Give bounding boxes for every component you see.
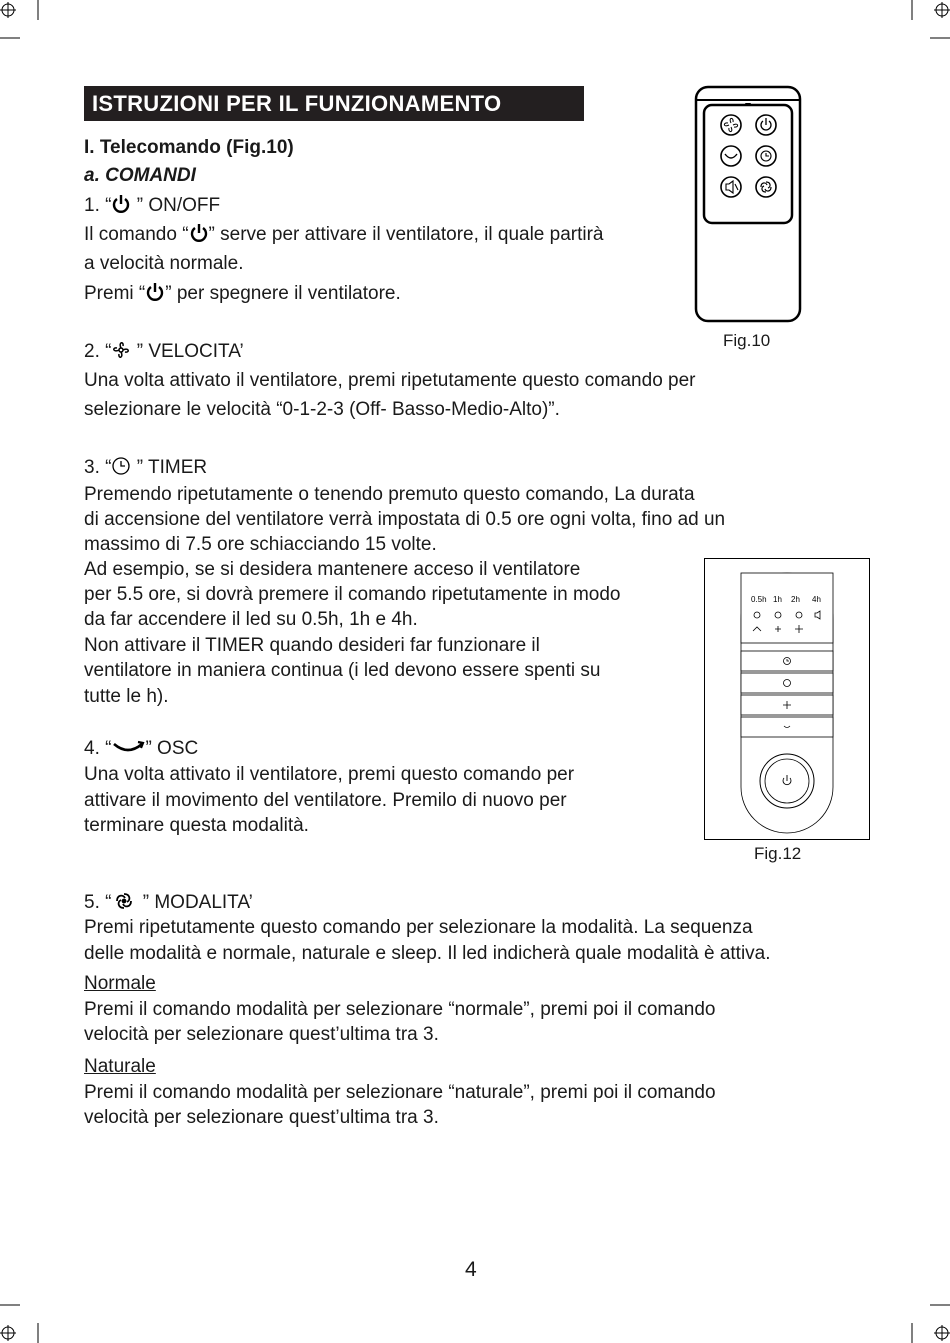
item-osc-line: attivare il movimento del ventilatore. Premilo di nuovo per	[84, 790, 567, 811]
item-speed-line1: Una volta attivato il ventilatore, premi ripetutamente questo comando per	[84, 370, 696, 391]
naturale-heading: Naturale	[84, 1056, 156, 1077]
item-speed-line2: selezionare le velocità “0-1-2-3 (Off- Basso-Medio-Alto)”.	[84, 399, 560, 420]
page-number: 4	[465, 1258, 477, 1281]
normale-heading: Normale	[84, 973, 156, 994]
normale-line2: velocità per selezionare quest’ultima tra 3.	[84, 1024, 439, 1045]
item-onoff-heading: 1. “ ” ON/OFF	[84, 195, 221, 216]
item-timer-line: ventilatore in maniera continua (i led devono essere spenti su	[84, 660, 601, 681]
panel-label-4h: 4h	[812, 595, 821, 604]
control-panel-figure	[704, 558, 870, 840]
item-timer-heading: 3. “ ” TIMER	[84, 457, 208, 478]
item-mode-line1: Premi ripetutamente questo comando per selezionare la modalità. La sequenza	[84, 917, 753, 938]
item-osc-heading: 4. “ ” OSC	[84, 738, 199, 759]
item-osc-line: terminare questa modalità.	[84, 815, 309, 836]
item-timer-line: da far accendere il led su 0.5h, 1h e 4h.	[84, 609, 418, 630]
item-speed-heading: 2. “ ” VELOCITA’	[84, 341, 244, 362]
fig10-caption: Fig.10	[723, 331, 771, 350]
item-mode-heading: 5. “ ” MODALITA’	[84, 892, 253, 913]
section-header: ISTRUZIONI PER IL FUNZIONAMENTO	[84, 86, 584, 121]
panel-label-05h: 0.5h	[751, 595, 767, 604]
item-timer-line: di accensione del ventilatore verrà impostata di 0.5 ore ogni volta, fino ad un	[84, 509, 726, 530]
section-subtitle: a. COMANDI	[84, 165, 196, 186]
panel-label-1h: 1h	[773, 595, 782, 604]
oscillation-icon	[111, 739, 145, 757]
power-icon	[145, 282, 165, 302]
item-timer-line: Premendo ripetutamente o tenendo premuto questo comando, La durata	[84, 484, 695, 505]
normale-line1: Premi il comando modalità per selezionare “normale”, premi poi il comando	[84, 999, 716, 1020]
item-timer-line: per 5.5 ore, si dovrà premere il comando ripetutamente in modo	[84, 584, 621, 605]
section-title: I. Telecomando (Fig.10)	[84, 137, 294, 158]
item-timer-line: massimo di 7.5 ore schiacciando 15 volte.	[84, 534, 437, 555]
clock-icon	[111, 456, 131, 476]
item-timer-line: Ad esempio, se si desidera mantenere acceso il ventilatore	[84, 559, 581, 580]
remote-control-figure	[690, 82, 810, 327]
fan-speed-icon	[111, 340, 131, 360]
panel-label-2h: 2h	[791, 595, 800, 604]
naturale-line2: velocità per selezionare quest’ultima tra 3.	[84, 1107, 439, 1128]
item-onoff-line1: Il comando “ ” serve per attivare il ventilatore, il quale partirà	[84, 224, 604, 245]
item-onoff-line3: Premi “ ” per spegnere il ventilatore.	[84, 283, 401, 304]
item-osc-line: Una volta attivato il ventilatore, premi questo comando per	[84, 764, 575, 785]
fig12-caption: Fig.12	[754, 844, 802, 863]
power-icon	[189, 223, 209, 243]
naturale-line1: Premi il comando modalità per selezionare “naturale”, premi poi il comando	[84, 1082, 716, 1103]
item-onoff-line2: a velocità normale.	[84, 253, 244, 274]
mode-icon	[111, 891, 137, 911]
item-mode-line2: delle modalità e normale, naturale e sleep. Il led indicherà quale modalità è attiva.	[84, 943, 771, 964]
item-timer-line: Non attivare il TIMER quando desideri far funzionare il	[84, 635, 540, 656]
power-icon	[111, 194, 131, 214]
item-timer-line: tutte le h).	[84, 686, 169, 707]
